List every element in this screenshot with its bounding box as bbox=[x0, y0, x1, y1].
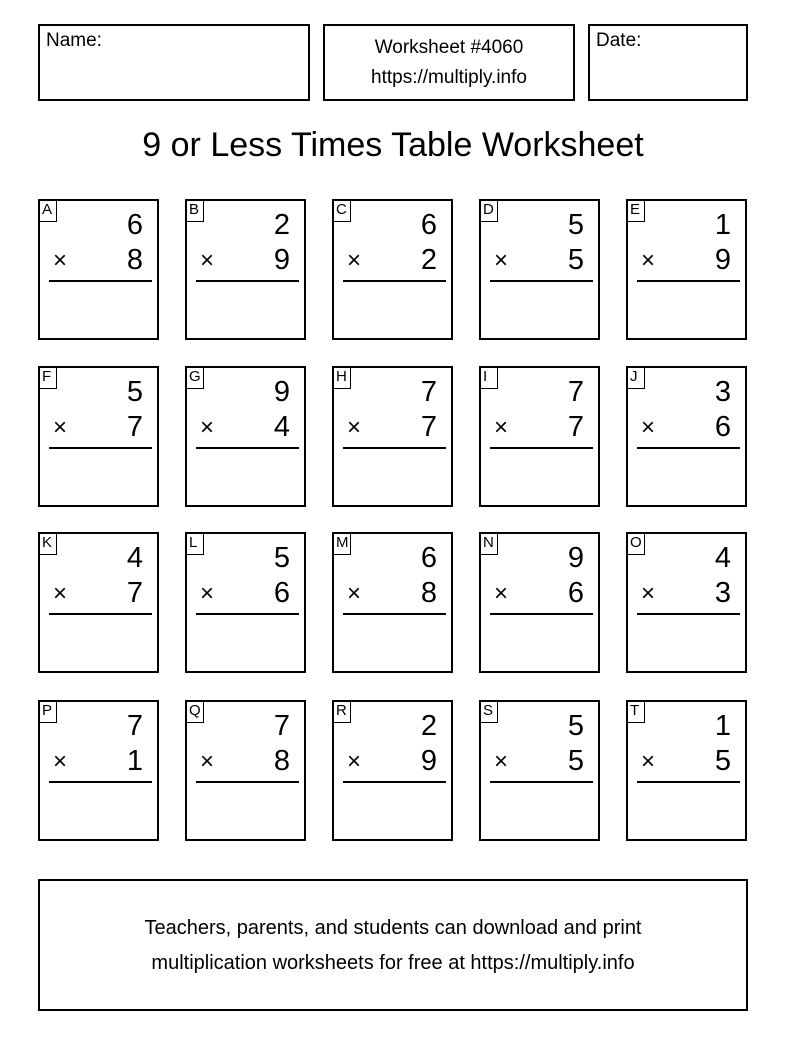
name-label: Name: bbox=[46, 30, 102, 51]
problem-cell bbox=[479, 532, 600, 673]
multiplier: 9 bbox=[273, 244, 290, 276]
problem-cell bbox=[332, 532, 453, 673]
problem-cell bbox=[626, 366, 747, 507]
footer-line-2: multiplication worksheets for free at https://multiply.info bbox=[151, 952, 635, 974]
worksheet-number: Worksheet #4060 bbox=[374, 37, 524, 58]
multiplicand: 6 bbox=[420, 542, 437, 574]
multiplier: 7 bbox=[126, 411, 143, 443]
multiplier: 1 bbox=[126, 745, 143, 777]
problem-letter: S bbox=[479, 700, 498, 723]
multiplier: 8 bbox=[420, 577, 437, 609]
problem-letter: T bbox=[626, 700, 645, 723]
problem-cell bbox=[185, 700, 306, 841]
problem-letter: H bbox=[332, 366, 351, 389]
multiplicand: 6 bbox=[126, 209, 143, 241]
multiplier: 4 bbox=[273, 411, 290, 443]
problem-letter: P bbox=[38, 700, 57, 723]
problem-cell bbox=[479, 700, 600, 841]
multiplier: 2 bbox=[420, 244, 437, 276]
multiplier: 6 bbox=[567, 577, 584, 609]
answer-line bbox=[49, 447, 152, 449]
answer-line bbox=[196, 613, 299, 615]
times-sign: × bbox=[200, 414, 215, 441]
answer-line bbox=[637, 613, 740, 615]
problem-cell bbox=[185, 532, 306, 673]
problem-letter: K bbox=[38, 532, 57, 555]
multiplicand: 7 bbox=[420, 376, 437, 408]
multiplicand: 9 bbox=[567, 542, 584, 574]
multiplicand: 6 bbox=[420, 209, 437, 241]
problem-letter: I bbox=[479, 366, 498, 389]
multiplier: 7 bbox=[420, 411, 437, 443]
problem-cell bbox=[332, 199, 453, 340]
problem-cell bbox=[38, 366, 159, 507]
multiplicand: 7 bbox=[126, 710, 143, 742]
times-sign: × bbox=[494, 247, 509, 274]
problem-letter: O bbox=[626, 532, 645, 555]
problem-letter: F bbox=[38, 366, 57, 389]
problem-cell bbox=[185, 366, 306, 507]
multiplicand: 4 bbox=[126, 542, 143, 574]
multiplicand: 3 bbox=[714, 376, 731, 408]
multiplicand: 1 bbox=[714, 209, 731, 241]
times-sign: × bbox=[641, 748, 656, 775]
multiplier: 5 bbox=[714, 745, 731, 777]
times-sign: × bbox=[53, 748, 68, 775]
multiplier: 7 bbox=[126, 577, 143, 609]
multiplicand: 1 bbox=[714, 710, 731, 742]
problem-cell bbox=[38, 700, 159, 841]
multiplicand: 9 bbox=[273, 376, 290, 408]
multiplier: 7 bbox=[567, 411, 584, 443]
problem-letter: R bbox=[332, 700, 351, 723]
answer-line bbox=[637, 781, 740, 783]
answer-line bbox=[49, 280, 152, 282]
times-sign: × bbox=[200, 580, 215, 607]
multiplier: 6 bbox=[714, 411, 731, 443]
problem-letter: L bbox=[185, 532, 204, 555]
page-title: 9 or Less Times Table Worksheet bbox=[142, 126, 644, 164]
answer-line bbox=[343, 613, 446, 615]
times-sign: × bbox=[200, 247, 215, 274]
problem-letter: Q bbox=[185, 700, 204, 723]
problem-cell bbox=[38, 199, 159, 340]
multiplicand: 5 bbox=[273, 542, 290, 574]
problem-letter: C bbox=[332, 199, 351, 222]
date-label: Date: bbox=[596, 30, 642, 51]
problem-letter: J bbox=[626, 366, 645, 389]
times-sign: × bbox=[641, 414, 656, 441]
answer-line bbox=[49, 781, 152, 783]
multiplier: 3 bbox=[714, 577, 731, 609]
answer-line bbox=[196, 280, 299, 282]
times-sign: × bbox=[641, 580, 656, 607]
answer-line bbox=[490, 280, 593, 282]
multiplicand: 7 bbox=[273, 710, 290, 742]
problem-cell bbox=[626, 199, 747, 340]
answer-line bbox=[343, 447, 446, 449]
problem-cell bbox=[626, 532, 747, 673]
answer-line bbox=[637, 280, 740, 282]
problem-letter: B bbox=[185, 199, 204, 222]
multiplier: 8 bbox=[273, 745, 290, 777]
problem-cell bbox=[479, 199, 600, 340]
answer-line bbox=[343, 280, 446, 282]
times-sign: × bbox=[200, 748, 215, 775]
times-sign: × bbox=[347, 580, 362, 607]
answer-line bbox=[343, 781, 446, 783]
problem-letter: N bbox=[479, 532, 498, 555]
multiplier: 6 bbox=[273, 577, 290, 609]
problem-cell bbox=[185, 199, 306, 340]
times-sign: × bbox=[494, 748, 509, 775]
problem-cell bbox=[479, 366, 600, 507]
answer-line bbox=[49, 613, 152, 615]
multiplicand: 7 bbox=[567, 376, 584, 408]
multiplier: 9 bbox=[714, 244, 731, 276]
multiplicand: 5 bbox=[567, 209, 584, 241]
times-sign: × bbox=[494, 414, 509, 441]
problem-letter: M bbox=[332, 532, 351, 555]
times-sign: × bbox=[494, 580, 509, 607]
times-sign: × bbox=[53, 414, 68, 441]
problem-cell bbox=[38, 532, 159, 673]
answer-line bbox=[490, 613, 593, 615]
multiplier: 8 bbox=[126, 244, 143, 276]
worksheet-url: https://multiply.info bbox=[371, 67, 527, 88]
times-sign: × bbox=[347, 414, 362, 441]
multiplier: 9 bbox=[420, 745, 437, 777]
multiplicand: 2 bbox=[273, 209, 290, 241]
times-sign: × bbox=[347, 247, 362, 274]
times-sign: × bbox=[53, 247, 68, 274]
multiplicand: 2 bbox=[420, 710, 437, 742]
answer-line bbox=[490, 447, 593, 449]
answer-line bbox=[637, 447, 740, 449]
problem-letter: G bbox=[185, 366, 204, 389]
multiplicand: 5 bbox=[126, 376, 143, 408]
times-sign: × bbox=[53, 580, 68, 607]
problem-cell bbox=[626, 700, 747, 841]
problem-cell bbox=[332, 700, 453, 841]
times-sign: × bbox=[641, 247, 656, 274]
multiplier: 5 bbox=[567, 244, 584, 276]
answer-line bbox=[490, 781, 593, 783]
multiplicand: 4 bbox=[714, 542, 731, 574]
times-sign: × bbox=[347, 748, 362, 775]
footer-line-1: Teachers, parents, and students can download and print bbox=[144, 917, 642, 939]
multiplicand: 5 bbox=[567, 710, 584, 742]
footer-box bbox=[38, 879, 748, 1011]
problem-letter: D bbox=[479, 199, 498, 222]
problem-letter: E bbox=[626, 199, 645, 222]
problem-cell bbox=[332, 366, 453, 507]
problem-letter: A bbox=[38, 199, 57, 222]
multiplier: 5 bbox=[567, 745, 584, 777]
answer-line bbox=[196, 447, 299, 449]
answer-line bbox=[196, 781, 299, 783]
